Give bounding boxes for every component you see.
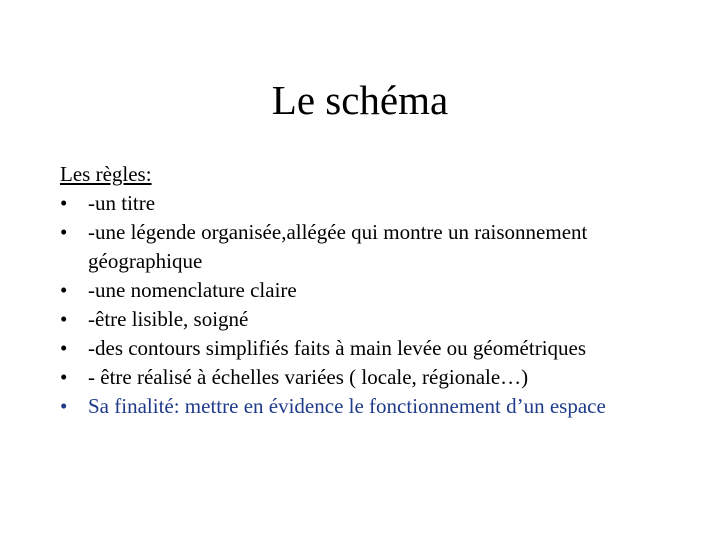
list-item-text: -un titre [88,191,156,215]
bullet-icon: • [60,191,68,215]
slide-content [60,160,680,421]
rules-list [60,189,680,421]
list-item [60,276,680,305]
list-item [60,305,680,334]
list-item [60,189,680,218]
list-item-text: -être lisible, soigné [88,307,249,331]
bullet-icon: • [60,336,68,360]
list-item-text: Sa finalité: mettre en évidence le fonctionnement d’un espace [88,394,606,418]
list-item-finalite [60,392,680,421]
list-item [60,218,680,276]
rules-heading: Les règles: [60,162,152,186]
bullet-icon: • [60,307,68,331]
list-item-text: -une légende organisée,allégée qui montre un raisonnement géographique [88,220,588,273]
bullet-icon: • [60,394,68,418]
bullet-icon: • [60,220,68,244]
bullet-icon: • [60,278,68,302]
list-item [60,363,680,392]
list-item-text: -une nomenclature claire [88,278,297,302]
list-item-text: - être réalisé à échelles variées ( locale, régionale…) [88,365,529,389]
list-item-text: -des contours simplifiés faits à main levée ou géométriques [88,336,587,360]
list-item [60,334,680,363]
slide-title: Le schéma [271,77,449,123]
bullet-icon: • [60,365,68,389]
